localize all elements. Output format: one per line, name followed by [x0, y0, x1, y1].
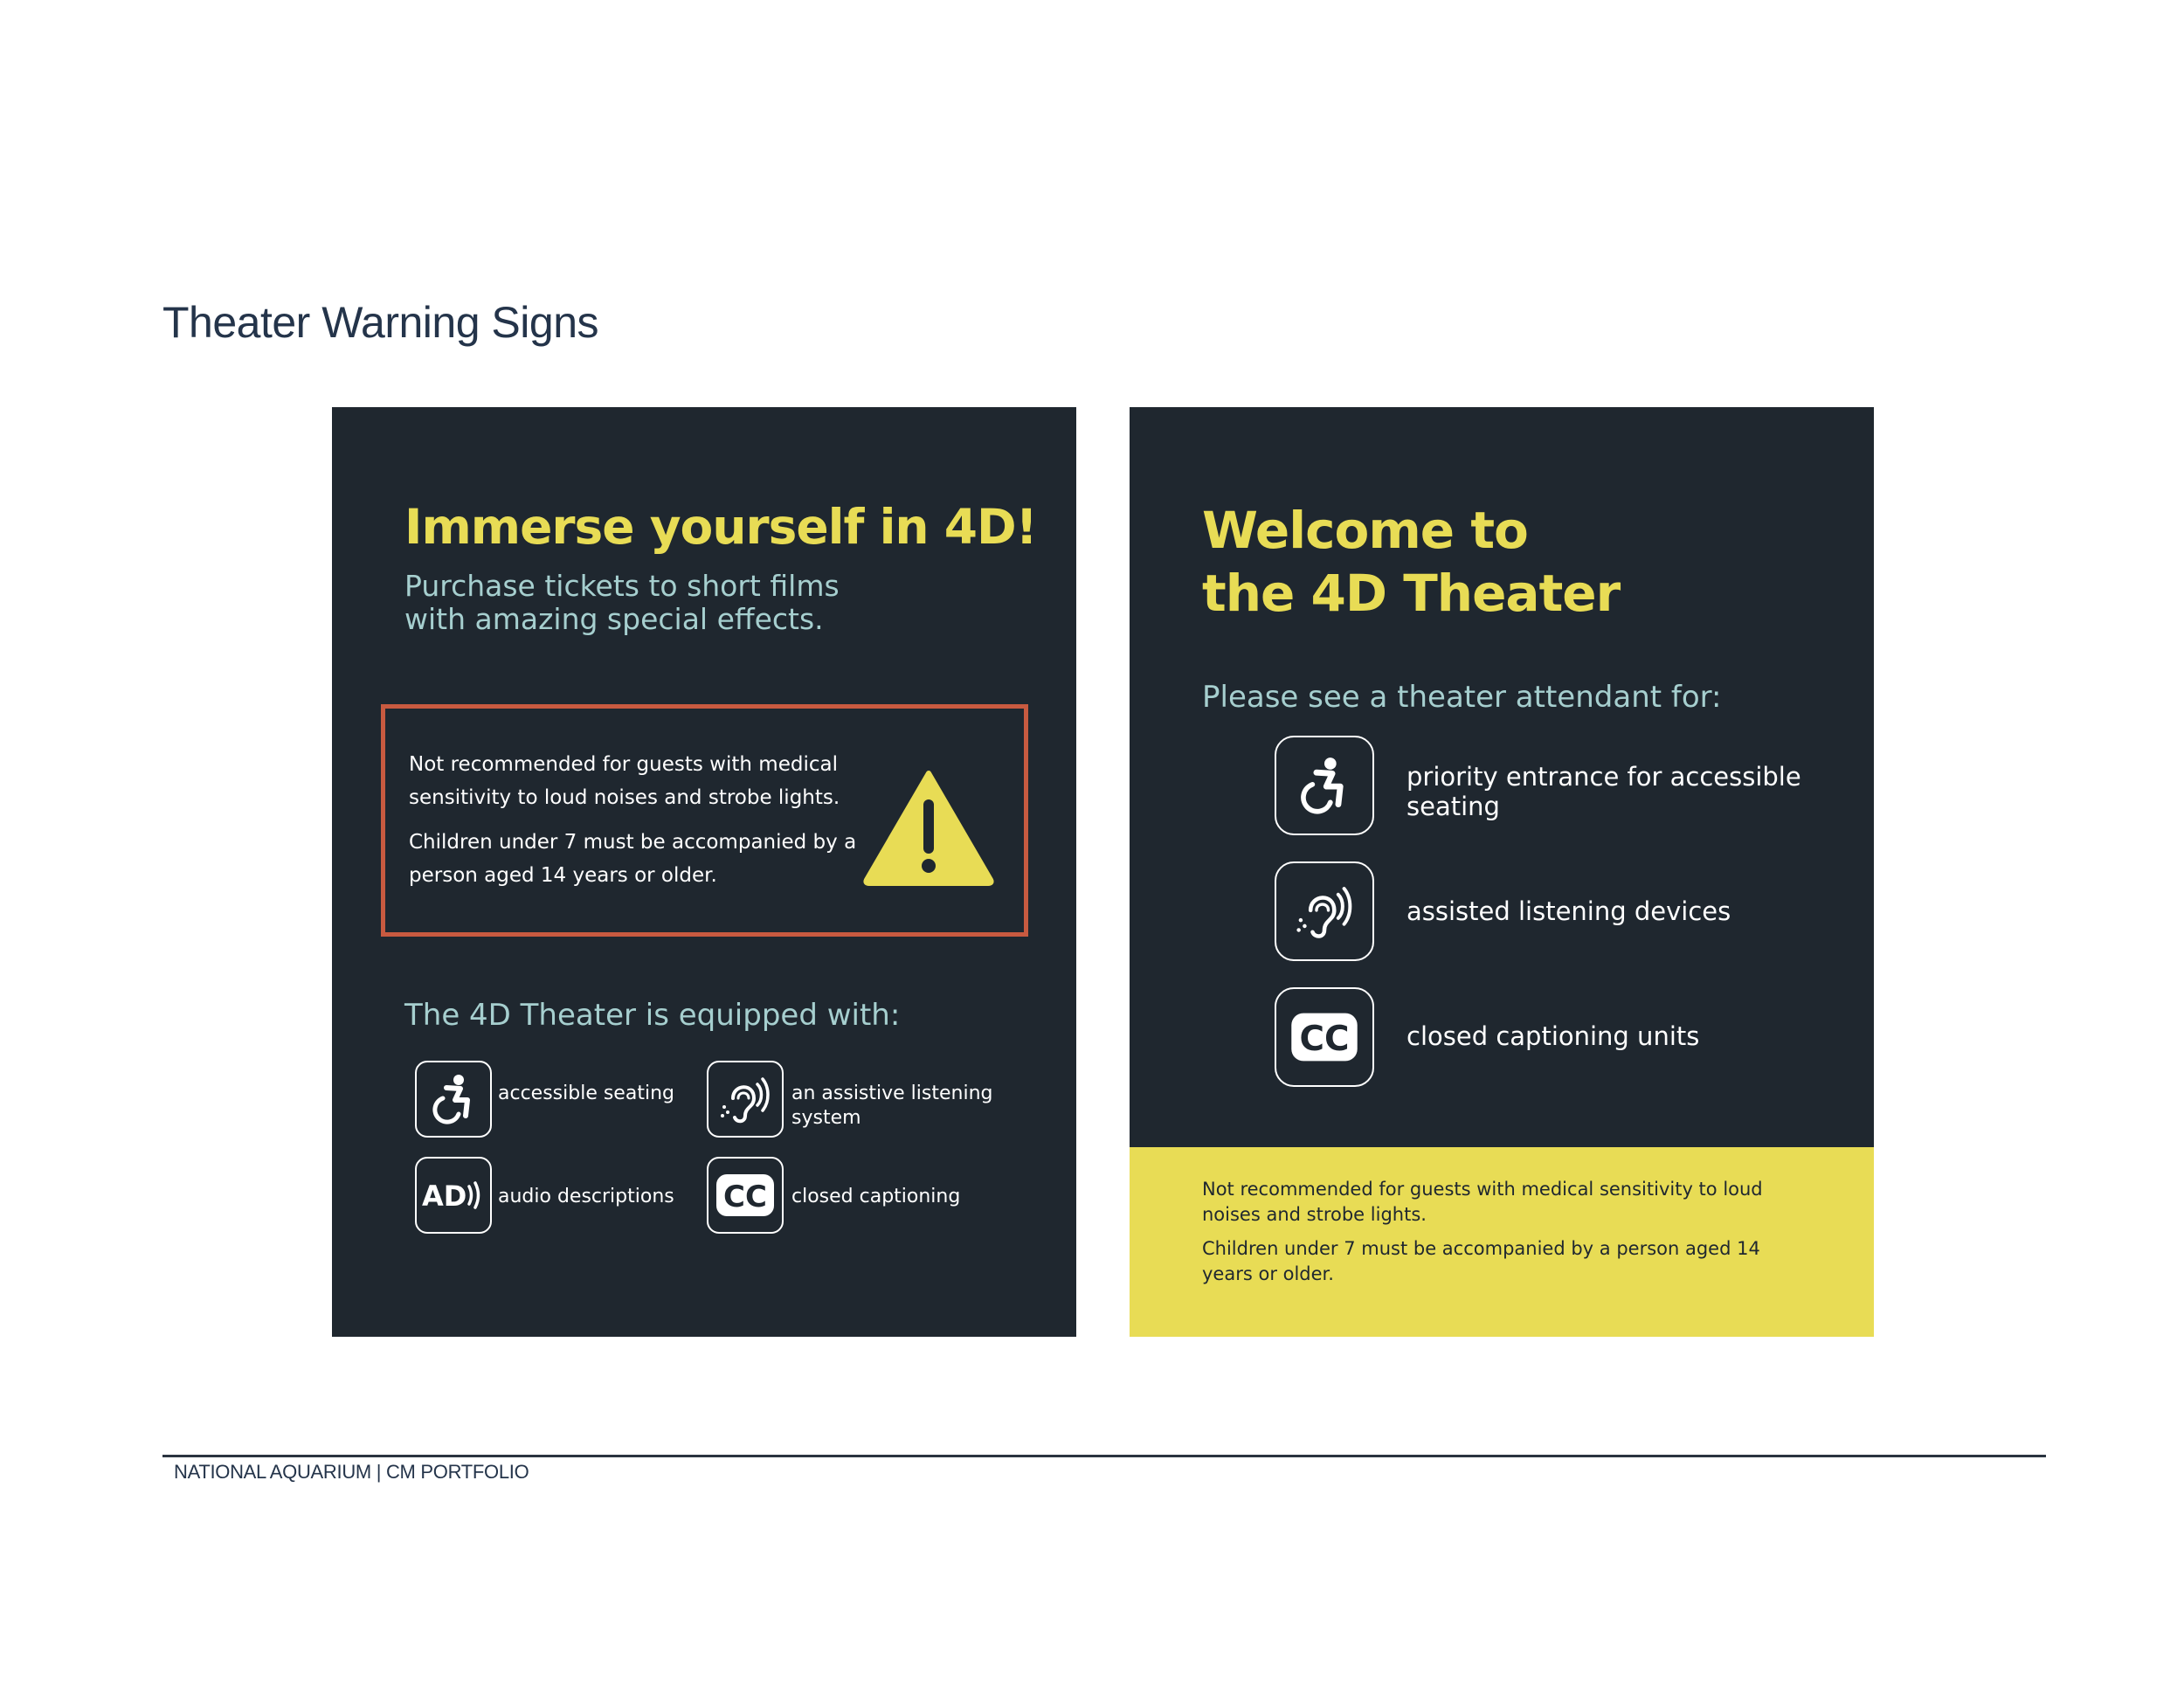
service-label-closed-captioning: closed captioning units: [1406, 1021, 1700, 1051]
footer-text-children: Children under 7 must be accompanied by a person aged 14 years or older.: [1202, 1238, 1760, 1284]
right-sign-headline-line1: Welcome to: [1202, 501, 1528, 560]
right-sign-headline-line2: the 4D Theater: [1202, 564, 1621, 623]
audio-description-icon-text: AD: [422, 1180, 467, 1213]
left-sign-subheadline-line1: Purchase tickets to short films: [404, 569, 840, 603]
closed-captioning-icon-text: CC: [1299, 1019, 1350, 1059]
page-footer: NATIONAL AQUARIUM | CM PORTFOLIO: [174, 1461, 529, 1483]
left-sign-subheadline-line2: with amazing special effects.: [404, 602, 824, 636]
service-label-assisted-listening: assisted listening devices: [1406, 896, 1731, 926]
wheelchair-icon: [1275, 736, 1374, 835]
right-sign-warning-band: [1130, 1147, 1874, 1337]
feature-label-assistive-listening: an assistive listening system: [791, 1083, 993, 1129]
right-sign-headline: [1202, 499, 1814, 625]
audio-description-icon: [415, 1157, 492, 1234]
warning-triangle-icon: [863, 768, 994, 887]
feature-label-audio-descriptions: audio descriptions: [498, 1186, 674, 1207]
footer-divider: [162, 1455, 2046, 1457]
equipped-heading: The 4D Theater is equipped with:: [404, 998, 901, 1033]
left-sign-headline: Immerse yourself in 4D!: [404, 499, 1037, 555]
warning-text-children: Children under 7 must be accompanied by a person aged 14 years or older.: [409, 831, 857, 887]
assistive-listening-icon: [1275, 861, 1374, 961]
page-title: Theater Warning Signs: [162, 298, 598, 347]
assistive-listening-icon: [707, 1061, 784, 1138]
service-label-priority-entrance: priority entrance for accessible seating: [1406, 762, 1801, 821]
sign-immerse-4d: [332, 407, 1076, 1337]
closed-captioning-icon: [1275, 987, 1374, 1087]
warning-text-sensitivity: Not recommended for guests with medical sensitivity to loud noises and strobe lights.: [409, 753, 840, 809]
closed-captioning-icon: [707, 1157, 784, 1234]
wheelchair-icon: [415, 1061, 492, 1138]
feature-label-closed-captioning: closed captioning: [791, 1186, 961, 1207]
sign-welcome-4d-theater: [1130, 407, 1874, 1337]
warning-box: [381, 704, 1028, 937]
attendant-heading: Please see a theater attendant for:: [1202, 680, 1722, 715]
closed-captioning-icon-text: CC: [723, 1180, 767, 1214]
feature-label-accessible-seating: accessible seating: [498, 1083, 674, 1104]
left-sign-subheadline: [404, 570, 1016, 636]
footer-text-sensitivity: Not recommended for guests with medical sensitivity to loud noises and strobe lights.: [1202, 1179, 1763, 1225]
